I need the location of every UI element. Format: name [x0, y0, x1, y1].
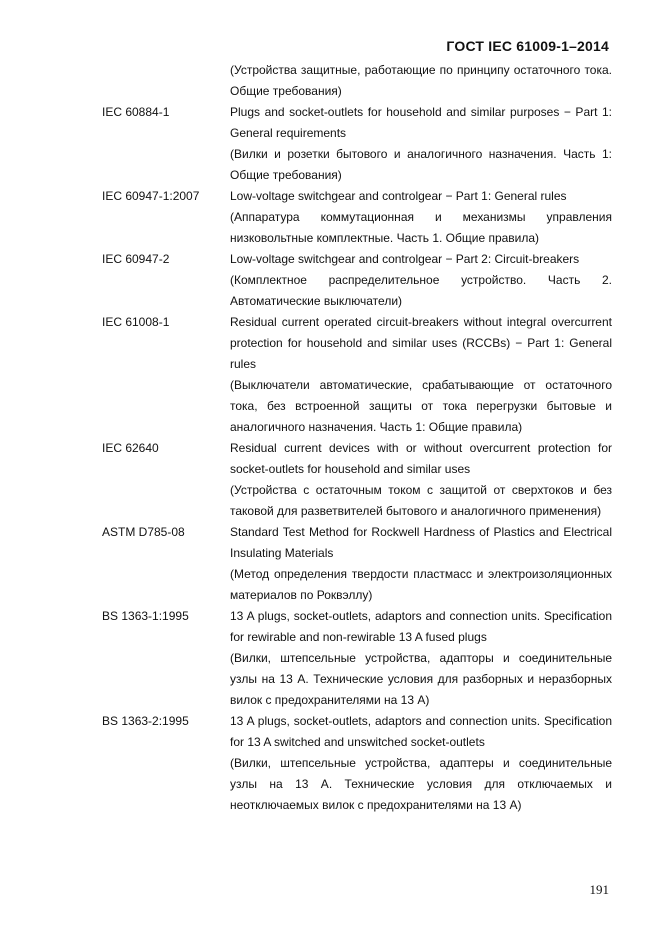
reference-entry — [102, 249, 612, 312]
reference-titles — [224, 438, 612, 522]
reference-title-en: 13 A plugs, socket-outlets, adaptors and connection units. Specification for rewirable and non-rewirable 13 A fused plugs — [230, 609, 612, 644]
reference-titles — [224, 711, 612, 816]
reference-code: BS 1363-1:1995 — [102, 609, 189, 623]
reference-code: IEC 61008-1 — [102, 315, 170, 329]
reference-code: IEC 60947-2 — [102, 252, 170, 266]
reference-entry — [102, 438, 612, 522]
reference-entry — [102, 312, 612, 438]
reference-code: IEC 62640 — [102, 441, 159, 455]
reference-entry — [102, 711, 612, 816]
reference-titles — [224, 102, 612, 186]
reference-list — [102, 102, 612, 816]
normative-references — [102, 60, 612, 816]
reference-title-en: Standard Test Method for Rockwell Hardness of Plastics and Electrical Insulating Materials — [230, 525, 612, 560]
reference-code: ASTM D785-08 — [102, 525, 185, 539]
reference-title-ru: (Метод определения твердости пластмасс и электроизоляционных материалов по Роквэллу) — [230, 567, 612, 602]
reference-title-en: 13 A plugs, socket-outlets, adaptors and connection units. Specification for 13 A switched and unswitched socket-outlets — [230, 714, 612, 749]
page-number: 191 — [589, 882, 609, 897]
reference-entry — [102, 102, 612, 186]
reference-entry — [102, 522, 612, 606]
reference-title-en: Plugs and socket-outlets for household and similar purposes − Part 1: General requirements — [230, 105, 612, 140]
reference-title-ru: (Вилки, штепсельные устройства, адапторы и соединительные узлы на 13 А. Технические условия для разборных и неразборных вилок с предохранителями на 13 А) — [230, 651, 612, 707]
document-header: ГОСТ IEC 61009-1–2014 — [446, 38, 609, 54]
reference-title-ru: (Вилки и розетки бытового и аналогичного назначения. Часть 1: Общие требования) — [230, 147, 612, 182]
reference-title-en: Low-voltage switchgear and controlgear − Part 1: General rules — [230, 189, 567, 203]
reference-title-ru: (Аппаратура коммутационная и механизмы управления низковольтные комплектные. Часть 1. Общие правила) — [230, 210, 612, 245]
reference-title-ru: (Устройства с остаточным током с защитой от сверхтоков и без таковой для разветвителей бытового и аналогичного применения) — [230, 483, 612, 518]
reference-titles — [224, 312, 612, 438]
reference-title-en: Low-voltage switchgear and controlgear − Part 2: Circuit-breakers — [230, 252, 580, 266]
reference-code: BS 1363-2:1995 — [102, 714, 189, 728]
reference-titles — [224, 606, 612, 711]
reference-titles — [224, 249, 612, 312]
reference-titles — [224, 186, 612, 249]
reference-title-ru: (Вилки, штепсельные устройства, адаптеры и соединительные узлы на 13 А. Технические условия для отключаемых и неотключаемых вилок с предохранителями на 13 А) — [230, 756, 612, 812]
reference-code: IEC 60947-1:2007 — [102, 189, 200, 203]
reference-code: IEC 60884-1 — [102, 105, 170, 119]
reference-title-ru: (Выключатели автоматические, срабатывающие от остаточного тока, без встроенной защиты от тока перегрузки бытовые и аналогичного назначения. Часть 1: Общие правила) — [230, 378, 612, 434]
reference-entry — [102, 606, 612, 711]
reference-titles — [224, 522, 612, 606]
reference-title-en: Residual current operated circuit-breakers without integral overcurrent protection for household and similar uses (RCCBs) − Part 1: General rules — [230, 315, 612, 371]
reference-title-ru: (Комплектное распределительное устройство. Часть 2. Автоматические выключатели) — [230, 273, 612, 308]
continuation-text: (Устройства защитные, работающие по принципу остаточного тока. Общие требования) — [230, 63, 612, 98]
reference-title-en: Residual current devices with or without overcurrent protection for socket-outlets for household and similar uses — [230, 441, 612, 476]
reference-entry — [102, 186, 612, 249]
